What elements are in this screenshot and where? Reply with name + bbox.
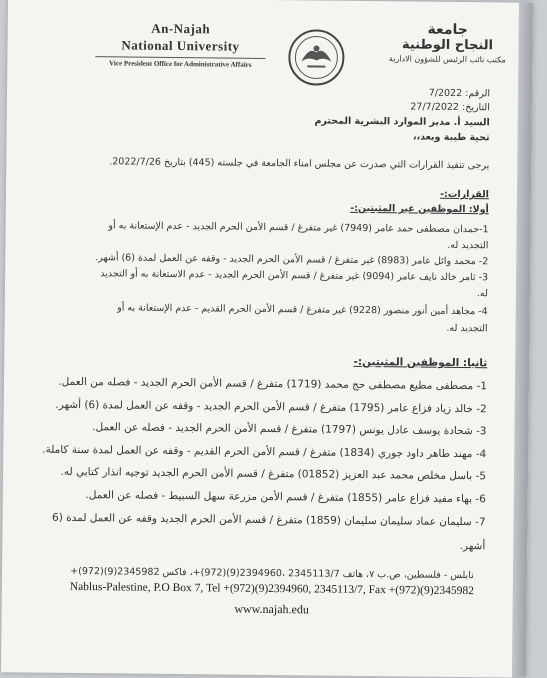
section2-heading: ثانيا: الموظفين المثبتين:- <box>353 355 488 370</box>
header-arabic <box>362 21 532 65</box>
section2-line: 4- مهند طاهر داود جوري (1834) متفرغ / قسم الأمن الحرم القديم - وقفه عن العمل لمدة سنة كاملة. <box>42 443 487 461</box>
footer-english-address: Nablus-Palestine, P.O Box 7, Tel +(972)(9)2394960, 2345113/7, Fax +(972)(9)2345982 <box>69 580 474 598</box>
footer-website: www.najah.edu <box>234 601 309 617</box>
greeting: تحية طيبة وبعد،، <box>412 131 490 144</box>
header-ar-line1: جامعة <box>427 21 468 39</box>
addressee: السيد أ. مدير الموارد البشرية المحترم <box>314 115 490 129</box>
section1-line: 2- محمد وائل عامر (8983) غير متفرغ / قسم الأمن الحرم الجديد - وقفه عن العمل لمدة (6) أشهر. <box>95 252 489 268</box>
page-edge <box>512 3 533 678</box>
section1-line: 4- مجاهد أمين أنور منصور (9228) غير متفرغ / قسم الأمن الحرم القديم - عدم الإستعانة به أو <box>117 302 488 318</box>
header-en-line1: An-Najah <box>151 20 211 37</box>
header-en-line2: National University <box>121 37 240 54</box>
section2-line: 7- سليمان عماد سليمان سليمان (1859) متفرغ / قسم الأمن الحرم الجديد وقفه عن العمل لمدة (6 <box>52 511 486 529</box>
header-ar-line3: مكتب نائب الرئيس للشؤون الادارية <box>388 54 506 65</box>
section2-line: 6- بهاء مفيد فزاع عامر (1855) متفرغ / قسم الأمن مزرعة سهل السبيط - فصله عن العمل. <box>85 489 486 506</box>
reference-number: الرقم: 7/2022 <box>428 87 491 100</box>
university-seal-icon <box>287 28 346 87</box>
section2-line: 1- مصطفى مطيع مصطفى حج محمد (1719) متفرغ / قسم الأمن الحرم الجديد - فصله من العمل. <box>58 375 488 393</box>
section1-line: التجديد له. <box>446 322 488 335</box>
intro-paragraph: يرجى تنفيذ القرارات التي صدرت عن مجلس امناء الجامعة في جلسته (445) بتاريخ 2022/7/26. <box>109 156 490 172</box>
section1-line: 1-حمدان مصطفى حمد عامر (7949) غير متفرغ / قسم الأمن الحرم الجديد - عدم الإستعانة به أو <box>108 220 489 236</box>
letter-page <box>1 0 533 678</box>
footer-arabic-address: نابلس - فلسطين، ص.ب ٧، هاتف 2345113/7 ،2394960(9)(972)+، فاكس 2345982(9)(972)+ <box>70 565 474 582</box>
header-ar-line2: النجاح الوطنية <box>401 37 494 54</box>
letter-date: التاريخ: 27/7/2022 <box>410 101 490 114</box>
header-english <box>95 20 265 69</box>
header-en-line3: Vice President Office for Administrative Affairs <box>95 56 265 69</box>
decisions-heading: القرارات:- <box>440 188 490 201</box>
section1-line: التجديد له. <box>447 239 489 252</box>
section1-line: له. <box>476 288 488 300</box>
section2-line: 5- باسل مخلص محمد عبد العزيز (01852) متفرغ / قسم الأمن الحرم الجديد توجيه انذار كتابي له. <box>60 465 487 483</box>
section2-line: 2- خالد زياد فزاع عامر (1795) متفرغ / قسم الأمن الحرم الجديد - وقفه عن العمل لمدة (6) أشهر. <box>55 398 487 416</box>
section2-line: 3- شحادة يوسف عادل يونس (1797) متفرغ / قسم الأمن الحرم الجديد - فصله عن العمل. <box>92 421 487 438</box>
section1-heading: أولا: الموظفين غير المثبتين:- <box>350 202 489 216</box>
section2-line: أشهر. <box>459 540 486 553</box>
section1-line: 3- ثامر خالد نايف عامر (9094) غير متفرغ / قسم الأمن الحرم الجديد - عدم الاستعانة به أو التجديد <box>100 268 489 284</box>
